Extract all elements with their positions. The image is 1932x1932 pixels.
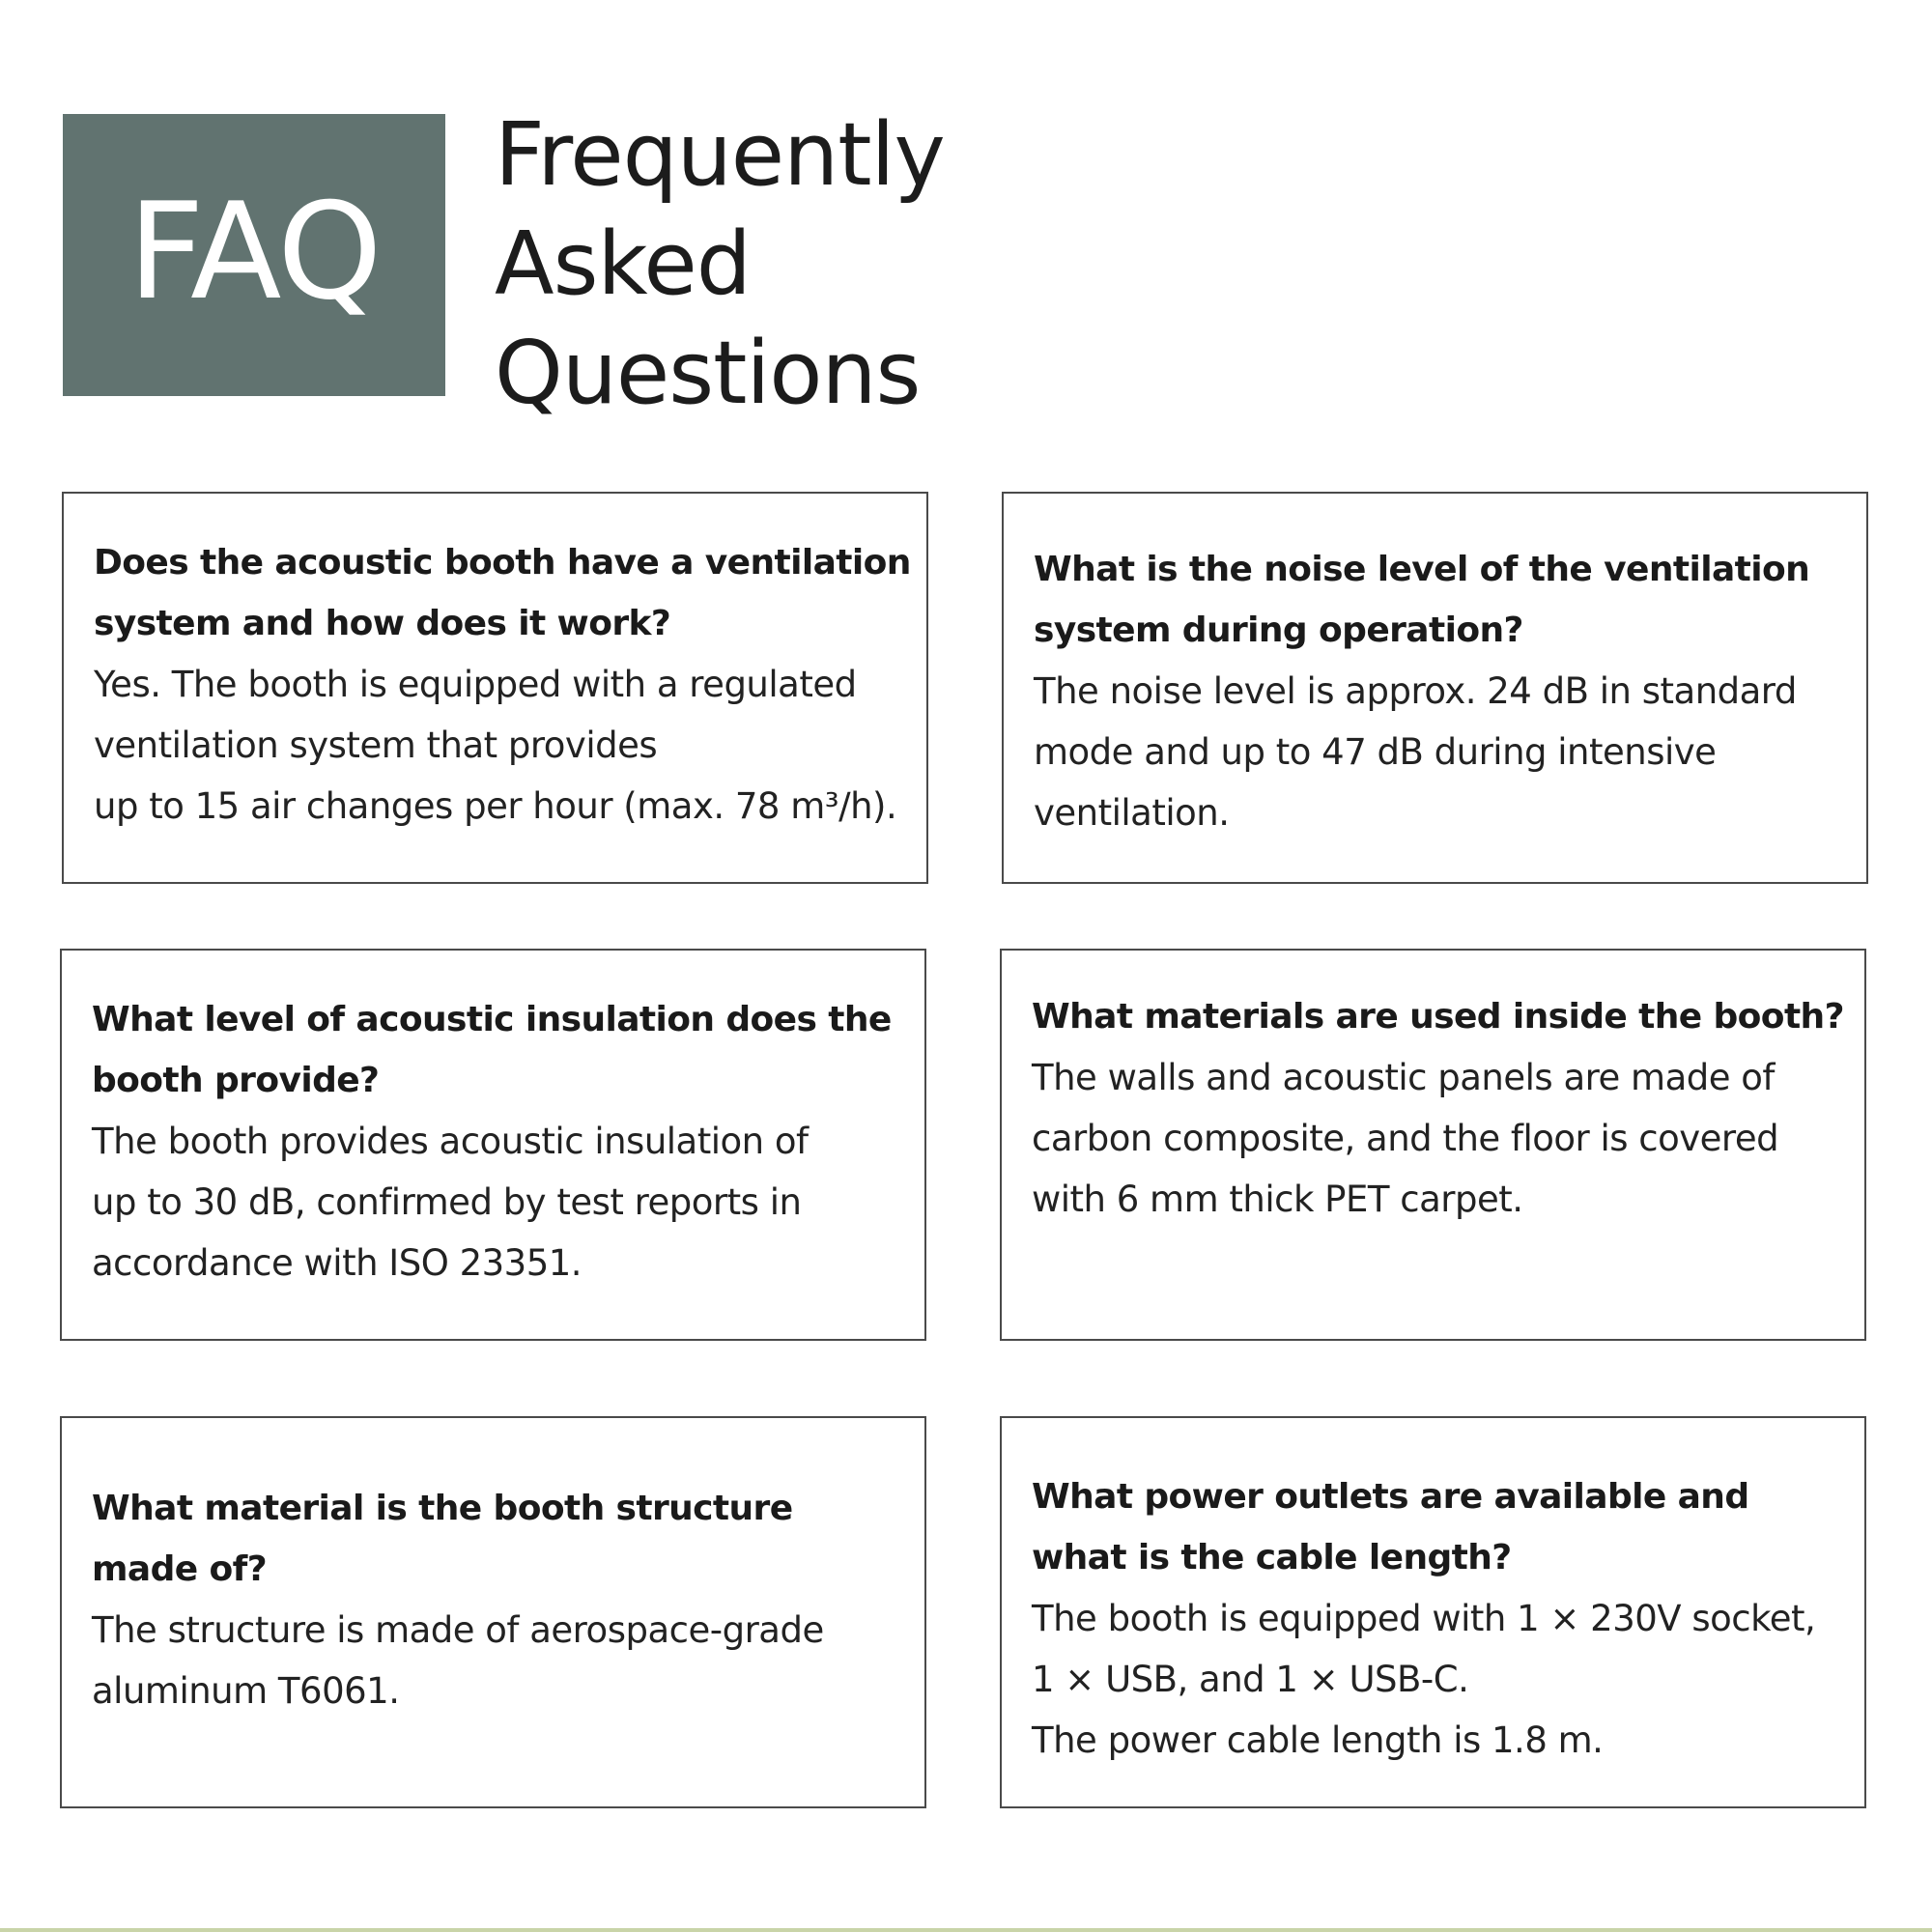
faq-card-ventilation xyxy=(62,492,928,884)
faq-answer: The walls and acoustic panels are made of carbon composite, and the floor is covered with 6 mm thick PET carpet. xyxy=(1032,1057,1779,1220)
faq-question: What material is the booth structure made of? xyxy=(92,1489,793,1589)
faq-question: What is the noise level of the ventilation system during operation? xyxy=(1034,550,1810,650)
page-title-line-3: Questions xyxy=(495,323,921,424)
faq-card-structure-material xyxy=(60,1416,926,1808)
faq-answer: The booth is equipped with 1 × 230V socket, 1 × USB, and 1 × USB-C. The power cable length is 1.8 m. xyxy=(1032,1598,1816,1761)
faq-answer: The structure is made of aerospace-grade aluminum T6061. xyxy=(92,1609,824,1712)
page-title-line-1: Frequently xyxy=(495,104,945,206)
faq-answer: Yes. The booth is equipped with a regulated ventilation system that provides up to 15 air changes per hour (max. 78 m³/h). xyxy=(94,664,897,827)
faq-badge xyxy=(63,114,445,396)
bottom-divider xyxy=(0,1928,1932,1932)
faq-answer: The booth provides acoustic insulation of up to 30 dB, confirmed by test reports in accordance with ISO 23351. xyxy=(92,1121,809,1284)
faq-question: What level of acoustic insulation does the booth provide? xyxy=(92,1000,892,1100)
faq-question: What power outlets are available and what is the cable length? xyxy=(1032,1477,1749,1577)
page-title-line-2: Asked xyxy=(495,213,751,315)
faq-card-power-outlets xyxy=(1000,1416,1866,1808)
page-title xyxy=(495,100,945,428)
faq-card-acoustic-insulation xyxy=(60,949,926,1341)
faq-question: Does the acoustic booth have a ventilation system and how does it work? xyxy=(94,543,911,643)
faq-badge-text: FAQ xyxy=(128,174,381,329)
faq-answer: The noise level is approx. 24 dB in standard mode and up to 47 dB during intensive ventilation. xyxy=(1034,670,1797,834)
faq-question: What materials are used inside the booth? xyxy=(1032,997,1844,1037)
faq-card-noise-level xyxy=(1002,492,1868,884)
faq-card-interior-materials xyxy=(1000,949,1866,1341)
